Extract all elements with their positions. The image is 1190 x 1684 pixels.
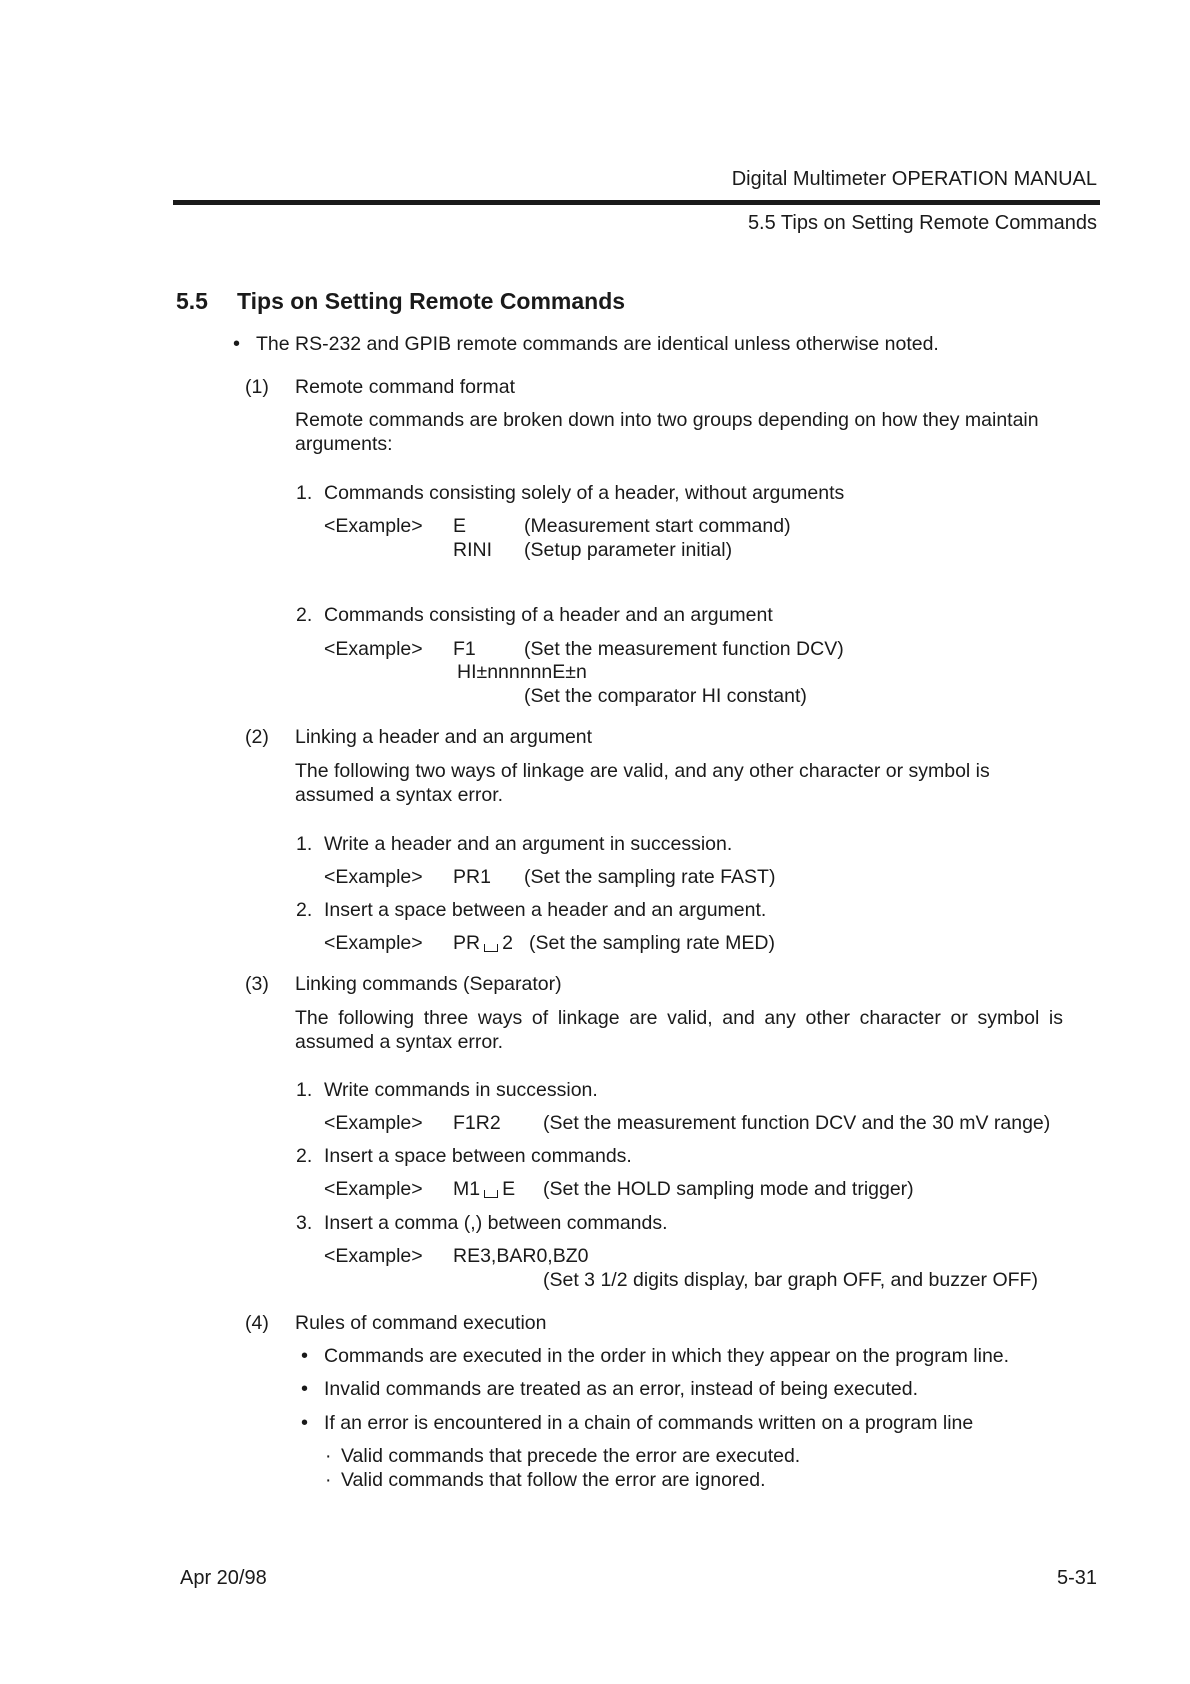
example-command: RINI [453, 539, 492, 561]
list-item-number: 2. [296, 1145, 313, 1167]
subsection-3-paragraph: The following three ways of linkage are valid, and any other character or symbol is assumed a syntax error. [295, 1007, 1063, 1053]
sub-bullet-icon: · [325, 1445, 332, 1467]
subsection-2-paragraph: The following two ways of linkage are valid, and any other character or symbol is assumed a syntax error. [295, 760, 990, 806]
list-item-number: 1. [296, 833, 313, 855]
command-header: M1 [453, 1178, 481, 1200]
list-item-text: Write commands in succession. [324, 1079, 598, 1101]
subsection-4-number: (4) [245, 1312, 269, 1334]
list-item-text: Insert a space between commands. [324, 1145, 632, 1167]
example-command [453, 932, 513, 955]
subsection-3-title: Linking commands (Separator) [295, 973, 562, 995]
subsection-1-title: Remote command format [295, 376, 515, 398]
space-symbol-icon [484, 944, 498, 952]
example-description: (Set the measurement function DCV and the 30 mV range) [543, 1112, 1051, 1134]
sub-bullet-icon: · [325, 1469, 332, 1491]
example-label: <Example> [324, 1245, 423, 1267]
list-item-number: 2. [296, 604, 313, 626]
example-description: (Set the sampling rate FAST) [524, 866, 776, 888]
running-header-section: 5.5 Tips on Setting Remote Commands [747, 212, 1097, 234]
example-description: (Set the comparator HI constant) [524, 685, 807, 707]
list-item-text: Commands consisting of a header and an argument [324, 604, 773, 626]
example-description: (Set the HOLD sampling mode and trigger) [543, 1178, 914, 1200]
list-item-text: Insert a space between a header and an argument. [324, 899, 767, 921]
section-number: 5.5 [176, 288, 208, 314]
header-rule [173, 200, 1100, 205]
example-description: (Set the sampling rate MED) [529, 932, 776, 954]
subsection-3-number: (3) [245, 973, 269, 995]
bullet-icon: • [301, 1378, 309, 1400]
subsection-1-number: (1) [245, 376, 269, 398]
sub-bullet-text: Valid commands that follow the error are ignored. [341, 1469, 766, 1491]
list-item-number: 1. [296, 1079, 313, 1101]
example-command: F1 [453, 638, 476, 660]
rule-bullet-text: If an error is encountered in a chain of commands written on a program line [324, 1412, 974, 1434]
intro-bullet-text: The RS-232 and GPIB remote commands are identical unless otherwise noted. [256, 333, 939, 355]
example-description: (Set the measurement function DCV) [524, 638, 844, 660]
bullet-icon: • [233, 333, 241, 355]
running-header-title: Digital Multimeter OPERATION MANUAL [731, 168, 1097, 190]
example-label: <Example> [324, 638, 423, 660]
command-argument: 2 [502, 932, 513, 954]
command-header: PR [453, 932, 481, 954]
subsection-1-paragraph: Remote commands are broken down into two groups depending on how they maintain arguments: [295, 409, 1039, 455]
example-label: <Example> [324, 1112, 423, 1134]
example-label: <Example> [324, 515, 423, 537]
example-label: <Example> [324, 1178, 423, 1200]
section-title: Tips on Setting Remote Commands [237, 288, 626, 314]
example-command [453, 1178, 515, 1201]
list-item-text: Commands consisting solely of a header, without arguments [324, 482, 845, 504]
list-item-number: 3. [296, 1212, 313, 1234]
subsection-4-title: Rules of command execution [295, 1312, 547, 1334]
example-label: <Example> [324, 866, 423, 888]
example-command: PR1 [453, 866, 491, 888]
example-command: HI±nnnnnnE±n [457, 661, 587, 683]
rule-bullet-text: Commands are executed in the order in which they appear on the program line. [324, 1345, 1010, 1367]
example-description: (Measurement start command) [524, 515, 791, 537]
bullet-icon: • [301, 1412, 309, 1434]
example-description: (Setup parameter initial) [524, 539, 733, 561]
page-number: 5-31 [1056, 1567, 1097, 1589]
bullet-icon: • [301, 1345, 309, 1367]
subsection-2-number: (2) [245, 726, 269, 748]
list-item-number: 2. [296, 899, 313, 921]
list-item-number: 1. [296, 482, 313, 504]
space-symbol-icon [484, 1190, 498, 1198]
subsection-2-title: Linking a header and an argument [295, 726, 593, 748]
list-item-text: Insert a comma (,) between commands. [324, 1212, 668, 1234]
example-command: E [453, 515, 467, 537]
example-command: RE3,BAR0,BZ0 [453, 1245, 589, 1267]
list-item-text: Write a header and an argument in succession. [324, 833, 733, 855]
footer-date: Apr 20/98 [180, 1567, 267, 1589]
example-label: <Example> [324, 932, 423, 954]
sub-bullet-text: Valid commands that precede the error are executed. [341, 1445, 801, 1467]
rule-bullet-text: Invalid commands are treated as an error, instead of being executed. [324, 1378, 919, 1400]
example-command: F1R2 [453, 1112, 501, 1134]
command-argument: E [502, 1178, 516, 1200]
example-description: (Set 3 1/2 digits display, bar graph OFF, and buzzer OFF) [543, 1269, 1038, 1291]
